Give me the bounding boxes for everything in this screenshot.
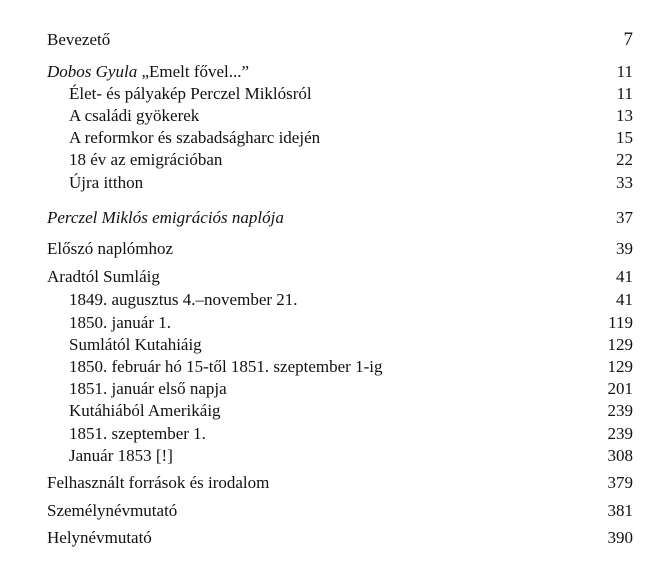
toc-entry-title: Felhasznált források és irodalom [47,473,270,492]
toc-entry-bevezeto [47,29,633,51]
toc-entry-title [47,61,249,83]
toc-entry-page: 15 [616,128,633,147]
toc-entry-title: Élet- és pályakép Perczel Miklósról [69,84,312,103]
toc-entry-page: 381 [607,501,633,520]
toc-entry-title: 1850. február hó 15-től 1851. szeptember 1-ig [69,357,383,376]
toc-subentry [69,289,633,311]
toc-entry-naplo [47,207,633,229]
toc-entry-title: 1851. január első napja [69,379,227,398]
toc-entry-title: Sumlától Kutahiáig [69,335,202,354]
toc-entry-author: Dobos Gyula [47,62,138,81]
toc-entry-title: Újra itthon [69,173,144,192]
toc-entry-page: 119 [608,313,633,332]
toc-entry-forrasok [47,472,633,494]
toc-entry-title: A reformkor és szabadságharc idején [69,128,321,147]
toc-subentry [69,83,633,105]
toc-entry-page: 129 [607,357,633,376]
toc-subentry [69,149,633,171]
toc-entry-page: 33 [616,173,633,192]
toc-entry-title: 1849. augusztus 4.–november 21. [69,290,298,309]
toc-entry-page: 41 [616,267,633,286]
toc-entry-page: 390 [607,528,633,547]
toc-entry-title: 1851. szeptember 1. [69,424,206,443]
toc-entry-page: 37 [616,208,633,227]
toc-entry-title: Perczel Miklós emigrációs naplója [47,208,284,227]
toc-entry-page: 41 [616,290,633,309]
toc-entry-page: 239 [607,424,633,443]
toc-entry-title: Bevezető [47,30,111,49]
toc-entry-title: Kutáhiából Amerikáig [69,401,221,420]
toc-entry-title: A családi gyökerek [69,106,200,125]
toc-entry-title: Aradtól Sumláig [47,267,160,286]
toc-entry-szemelynev [47,500,633,522]
toc-entry-dobos [47,61,633,83]
toc-entry-page: 308 [607,446,633,465]
toc-subentry [69,172,633,194]
toc-subentry [69,400,633,422]
toc-subentry [69,378,633,400]
toc-entry-title: Január 1853 [!] [69,446,173,465]
toc-entry-title: 1850. január 1. [69,313,171,332]
toc-entry-helynev [47,527,633,549]
toc-entry-page: 11 [616,62,633,81]
toc-entry-page: 7 [623,29,633,50]
toc-entry-page: 129 [607,335,633,354]
toc-entry-eloszo [47,238,633,260]
toc-subentry [69,127,633,149]
toc-entry-page: 201 [607,379,633,398]
toc-entry-page: 22 [616,150,633,169]
toc-entry-quote-title: „Emelt fővel...” [141,62,250,81]
toc-entry-title: Helynévmutató [47,528,152,547]
toc-entry-page: 239 [607,401,633,420]
toc-entry-title: Előszó naplómhoz [47,239,174,258]
toc-subentry [69,423,633,445]
toc-subentry [69,445,633,467]
toc-subentry [69,334,633,356]
toc-entry-page: 379 [607,473,633,492]
toc-entry-aradtol [47,266,633,288]
toc-entry-page: 11 [616,84,633,103]
toc-entry-page: 39 [616,239,633,258]
toc-entry-page: 13 [616,106,633,125]
toc-entry-title: Személynévmutató [47,501,178,520]
toc-subentry [69,105,633,127]
toc-subentry [69,356,633,378]
toc-entry-title: 18 év az emigrációban [69,150,223,169]
toc-subentry [69,312,633,334]
